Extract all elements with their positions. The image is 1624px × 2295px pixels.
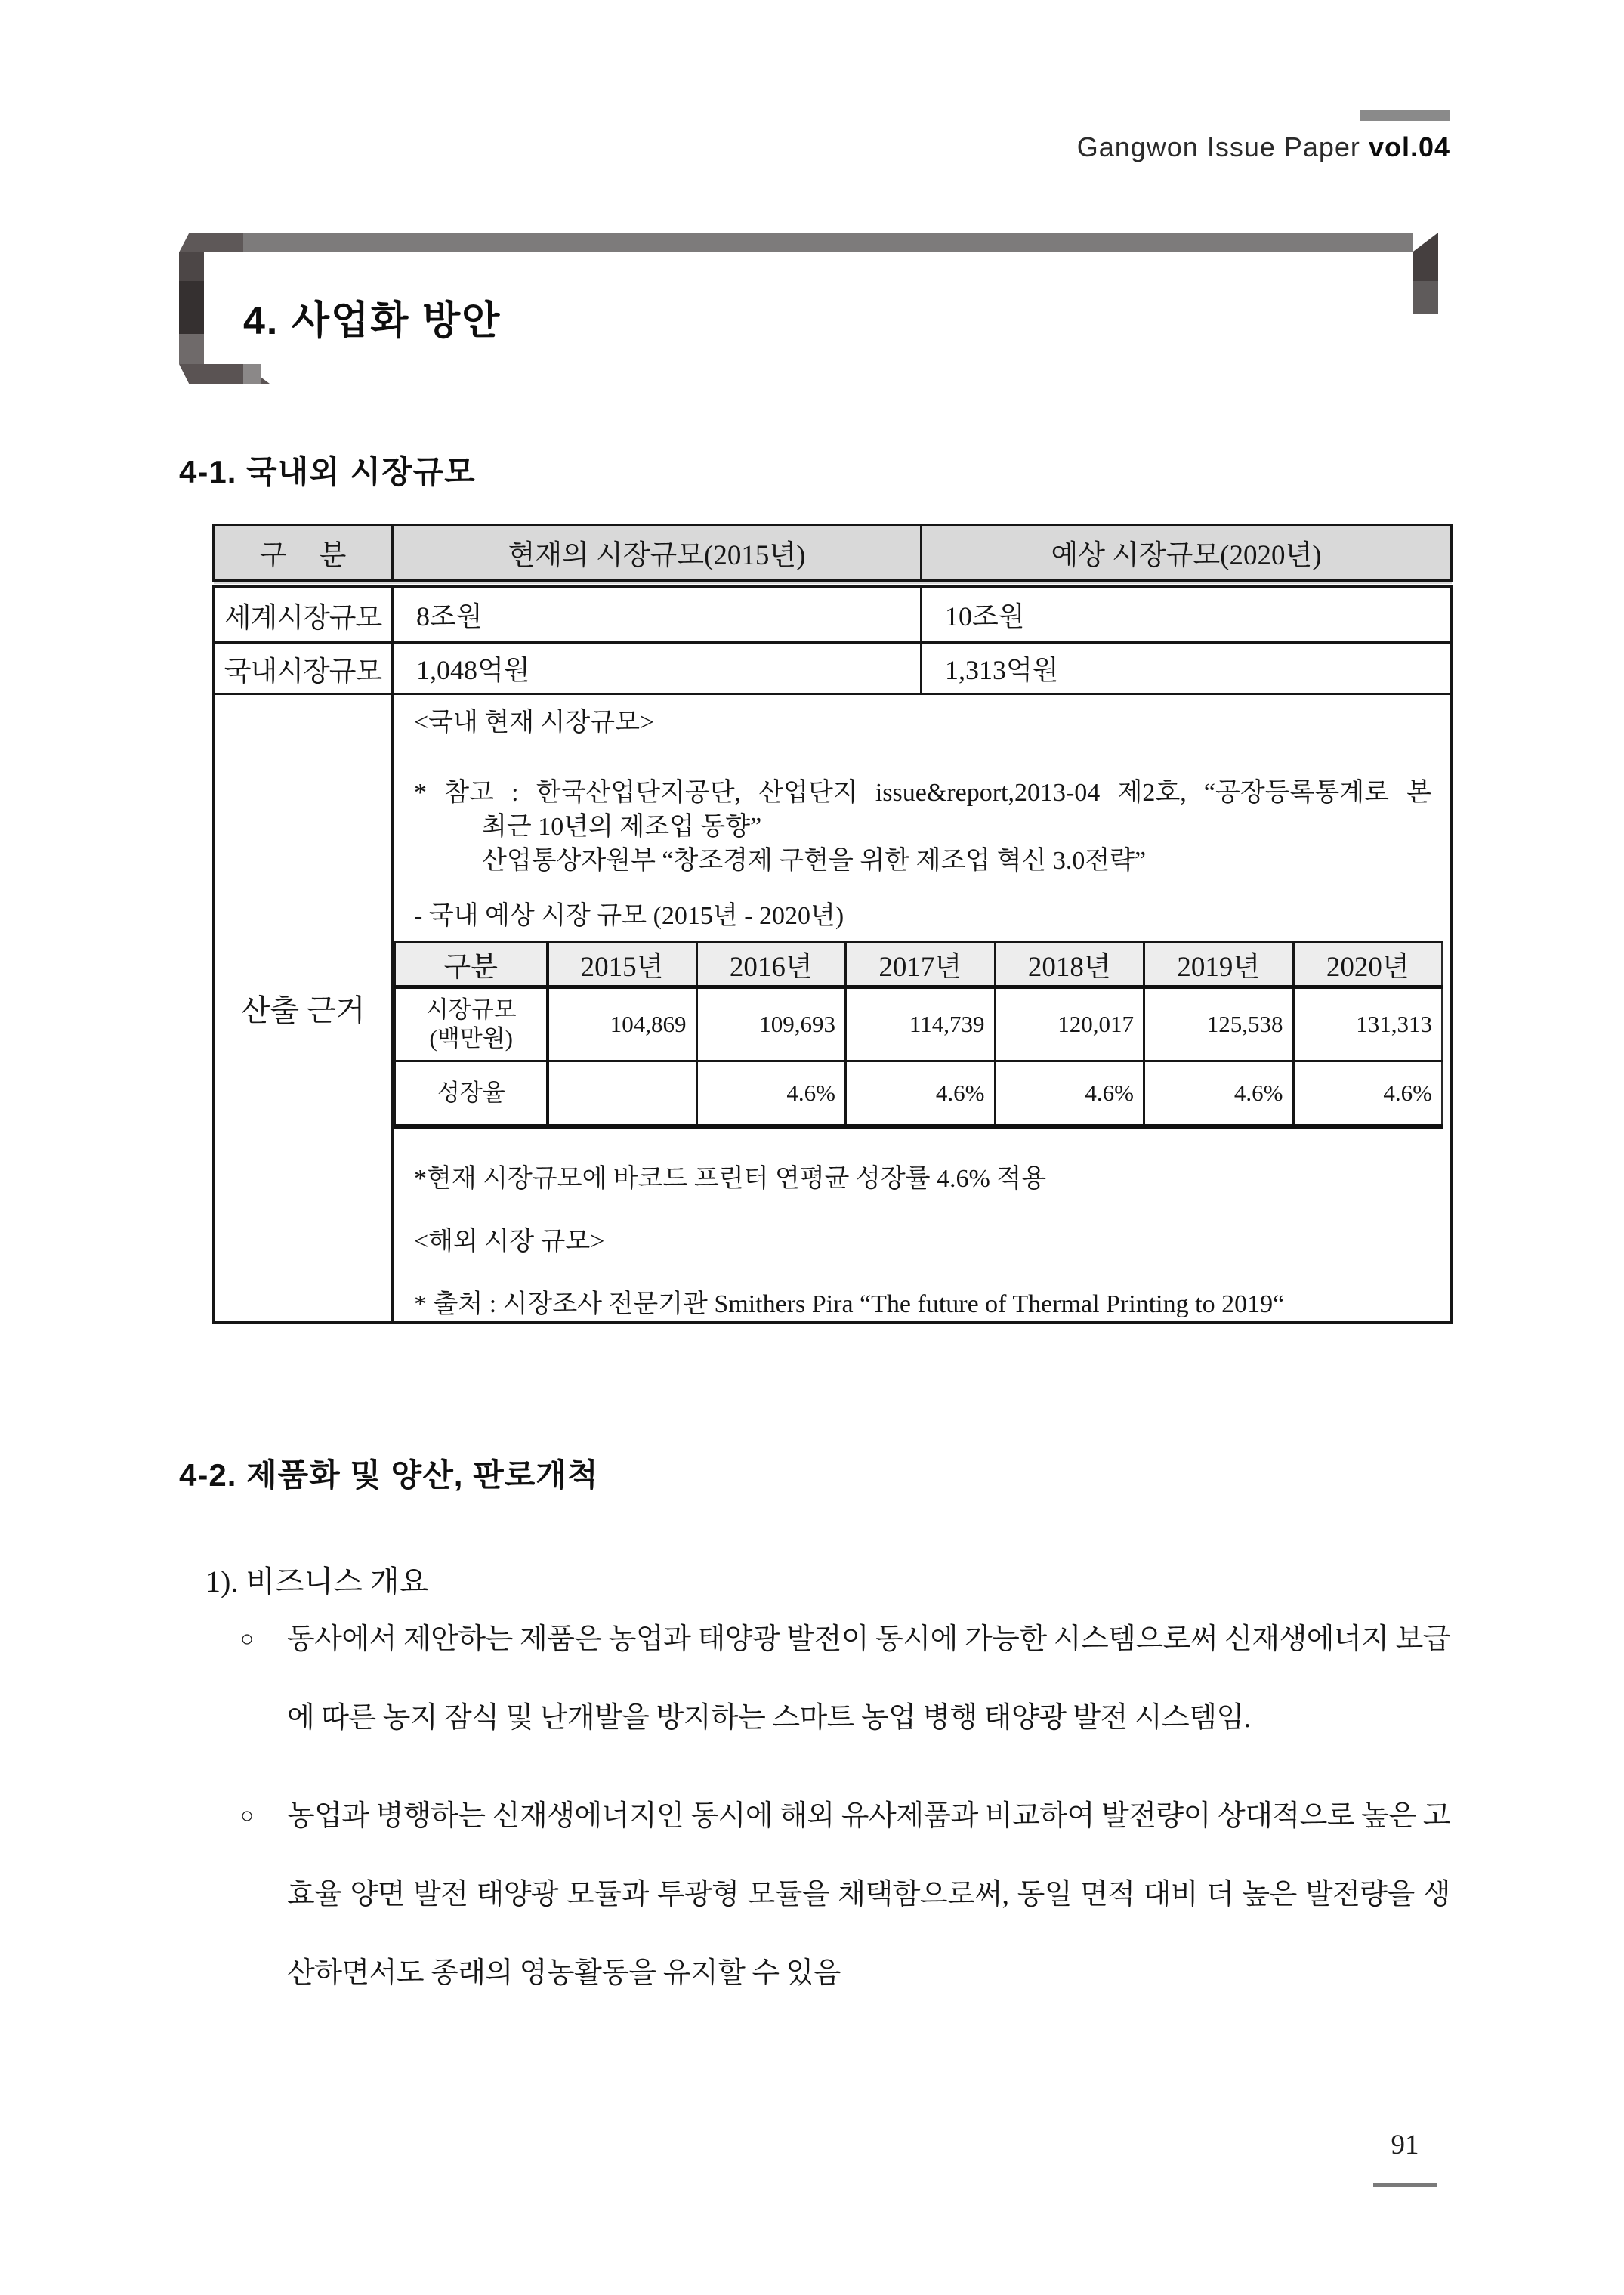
market-size-label-line2: (백만원) [429, 1025, 513, 1052]
forecast-col-2016: 2016년 [696, 942, 846, 987]
forecast-table [394, 941, 1443, 1129]
source-note: * 출처 : 시장조사 전문기관 Smithers Pira “The future of Thermal Printing to 2019“ [414, 1290, 1285, 1318]
domestic-market-subheading: <국내 현재 시장규모> [414, 709, 655, 737]
heading-4-1: 4-1. 국내외 시장규모 [179, 454, 476, 490]
banner-top-bar [243, 233, 1413, 252]
forecast-col-category: 구분 [395, 942, 548, 987]
page-number-rule [1373, 2183, 1437, 2187]
market-col-header-expected: 예상 시장규모(2020년) [922, 525, 1452, 584]
market-size-label-line1: 시장규모 [425, 996, 517, 1023]
table-row-domestic-market [214, 643, 1452, 694]
list-item [240, 1600, 1450, 1757]
market-size-2015: 104,869 [548, 987, 697, 1061]
table-row-world-market [214, 584, 1452, 643]
running-header [906, 131, 1450, 163]
market-size-2020: 131,313 [1293, 987, 1443, 1061]
market-col-header-current: 현재의 시장규모(2015년) [393, 525, 922, 584]
growth-2018: 4.6% [995, 1061, 1144, 1126]
journal-title: Gangwon Issue Paper [1076, 131, 1369, 162]
bullet-marker: ○ [240, 1626, 255, 1651]
reference-line-3: 산업통상자원부 “창조경제 구현을 위한 제조업 혁신 3.0전략” [482, 847, 1147, 875]
banner-left-segment-2 [179, 281, 204, 334]
market-table-header-row [214, 525, 1452, 584]
market-size-2018: 120,017 [995, 987, 1144, 1061]
section-title: 4. 사업화 방안 [243, 299, 502, 343]
row-label-domestic: 국내시장규모 [214, 643, 393, 694]
growth-2020: 4.6% [1293, 1061, 1443, 1126]
forecast-header-row [395, 942, 1443, 987]
banner-right-bar [1413, 281, 1438, 314]
domestic-expected-value: 1,313억원 [922, 643, 1452, 694]
forecast-col-2018: 2018년 [995, 942, 1144, 987]
domestic-current-value: 1,048억원 [393, 643, 922, 694]
forecast-col-2019: 2019년 [1144, 942, 1294, 987]
page-number: 91 [1391, 2130, 1419, 2161]
growth-2015 [548, 1061, 697, 1126]
world-expected-value: 10조원 [922, 584, 1452, 643]
row-label-basis: 산출 근거 [214, 694, 393, 1323]
list-item [240, 1777, 1450, 2012]
bullet-list [240, 1600, 1450, 2012]
heading-4-2: 4-2. 제품화 및 양산, 판로개척 [179, 1457, 599, 1493]
forecast-row-market-size [395, 987, 1443, 1061]
banner-corner-bottom-left-tail [243, 364, 261, 384]
bullet-marker: ○ [240, 1803, 255, 1828]
reference-note [394, 776, 1450, 878]
market-size-2017: 114,739 [846, 987, 996, 1061]
banner-corner-top-left [179, 233, 243, 252]
forecast-col-2017: 2017년 [846, 942, 996, 987]
growth-2017: 4.6% [846, 1061, 996, 1126]
overseas-market-subheading: <해외 시장 규모> [414, 1227, 605, 1256]
journal-volume: vol.04 [1368, 131, 1450, 162]
market-size-2016: 109,693 [696, 987, 846, 1061]
basis-cell [393, 694, 1452, 1323]
growth-2016: 4.6% [696, 1061, 846, 1126]
forecast-row-growth-rate [395, 1061, 1443, 1126]
reference-line-2: 최근 10년의 제조업 동향” [482, 813, 762, 841]
reference-line-1: * 참고 : 한국산업단지공단, 산업단지 issue&report,2013-04 제2호, “공장등록통계로 본 [414, 779, 1431, 807]
market-size-2019: 125,538 [1144, 987, 1294, 1061]
forecast-row-label-market-size [395, 987, 548, 1061]
row-label-world: 세계시장규모 [214, 584, 393, 643]
forecast-row-label-growth: 성장율 [395, 1061, 548, 1126]
bullet-text-2: 농업과 병행하는 신재생에너지인 동시에 해외 유사제품과 비교하여 발전량이 상대적으로 높은 고효율 양면 발전 태양광 모듈과 투광형 모듈을 채택함으로써, 동일 면적 대비 더 높은 발전량을 생산하면서도 종래의 영농활동을 유지할 수 있음 [287, 1800, 1450, 1989]
growth-2019: 4.6% [1144, 1061, 1294, 1126]
table-row-basis [214, 694, 1452, 1323]
forecast-table-caption: - 국내 예상 시장 규모 (2015년 - 2020년) [414, 902, 844, 930]
forecast-col-2015: 2015년 [548, 942, 697, 987]
banner-left-segment-1 [179, 252, 204, 281]
world-current-value: 8조원 [393, 584, 922, 643]
market-size-table [212, 524, 1453, 1324]
bullet-text-1: 동사에서 제안하는 제품은 농업과 태양광 발전이 동시에 가능한 시스템으로써 신재생에너지 보급에 따른 농지 잠식 및 난개발을 방지하는 스마트 농업 병행 태양광 발전 시스템임. [287, 1623, 1450, 1734]
market-col-header-category: 구 분 [214, 525, 393, 584]
growth-rate-note: *현재 시장규모에 바코드 프린터 연평균 성장률 4.6% 적용 [414, 1164, 1047, 1193]
subheading-business-overview: 1). 비즈니스 개요 [205, 1564, 429, 1598]
forecast-col-2020: 2020년 [1293, 942, 1443, 987]
banner-corner-top-right [1413, 233, 1438, 281]
header-rule [1360, 110, 1450, 121]
banner-left-segment-3 [179, 334, 204, 364]
